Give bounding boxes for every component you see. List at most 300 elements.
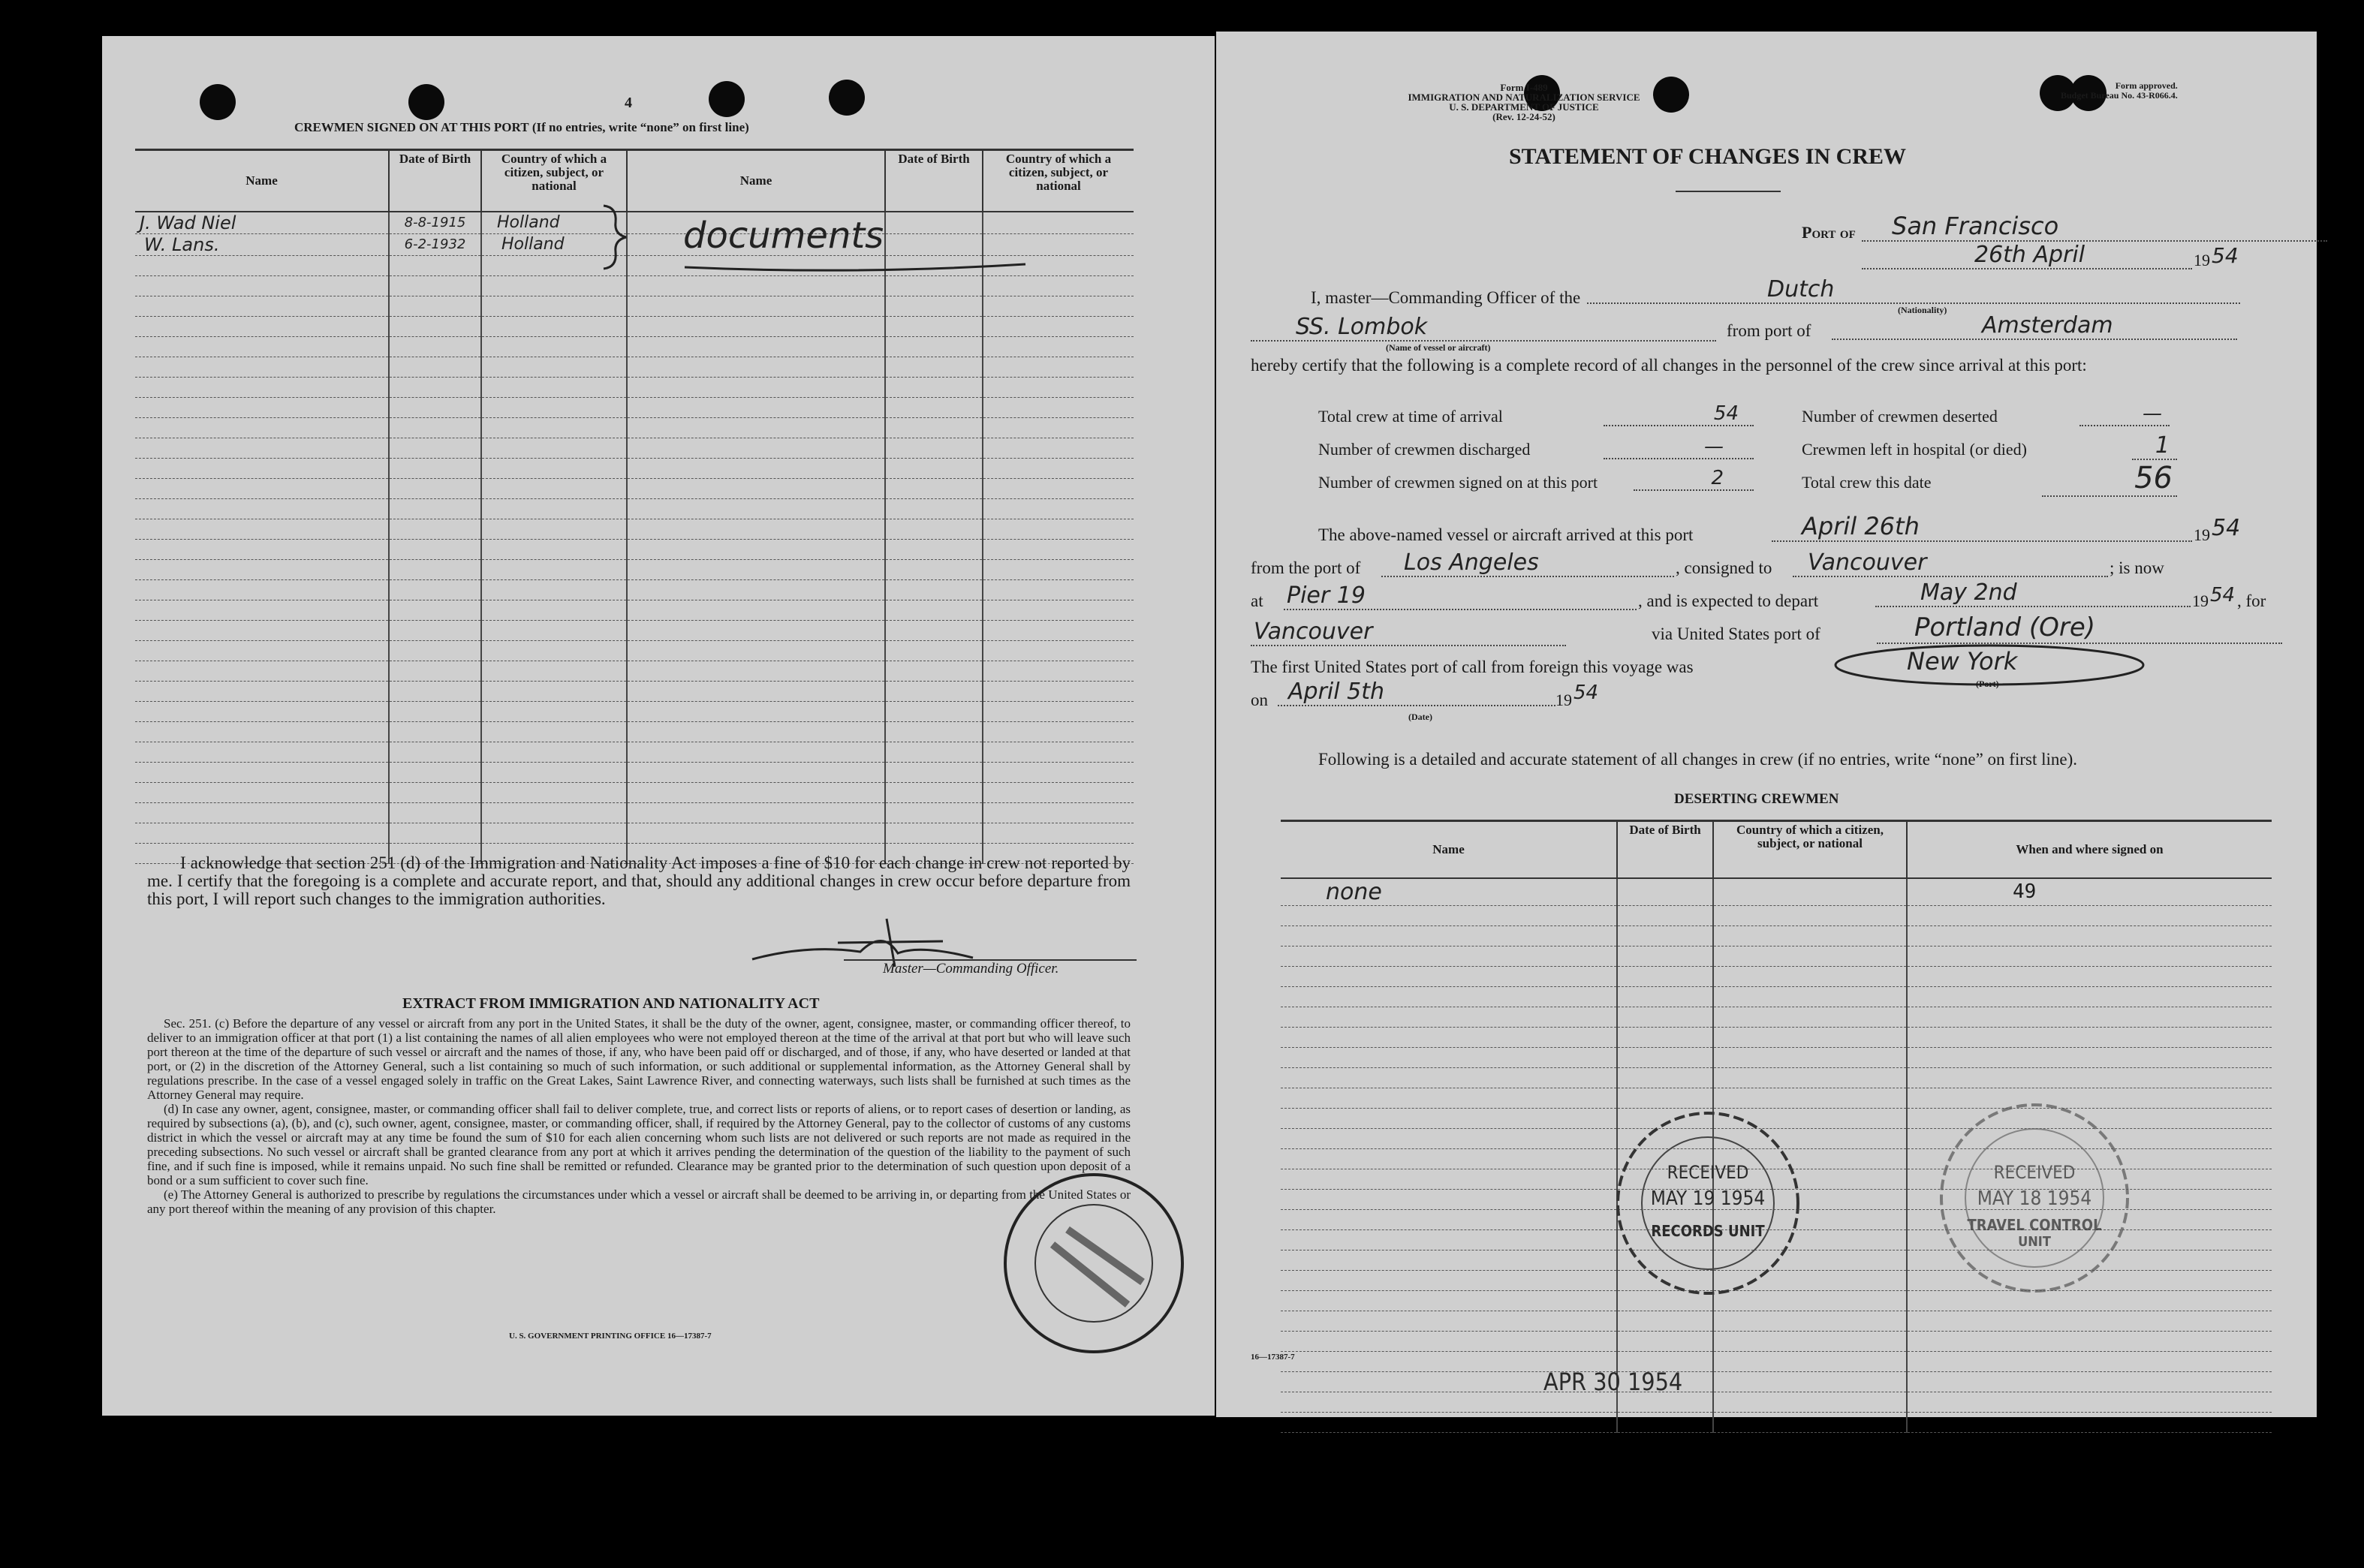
table-cell bbox=[481, 559, 627, 579]
table-cell bbox=[1617, 1067, 1713, 1088]
table-cell bbox=[983, 377, 1134, 397]
section-heading bbox=[294, 120, 749, 135]
table-cell bbox=[1617, 905, 1713, 925]
table-cell bbox=[885, 823, 983, 843]
table-cell bbox=[481, 823, 627, 843]
table-cell bbox=[135, 519, 389, 539]
table-cell bbox=[983, 721, 1134, 742]
table-cell bbox=[481, 458, 627, 478]
table-cell bbox=[885, 559, 983, 579]
col-signed-on: When and where signed on bbox=[1907, 821, 2272, 878]
table-cell bbox=[627, 782, 885, 802]
table-cell bbox=[481, 802, 627, 823]
table-cell bbox=[389, 762, 481, 782]
table-cell bbox=[627, 539, 885, 559]
table-cell bbox=[1281, 966, 1617, 986]
table-cell bbox=[885, 296, 983, 316]
table-cell bbox=[885, 336, 983, 357]
nationality-value: Dutch bbox=[1587, 276, 2240, 304]
table-cell bbox=[983, 823, 1134, 843]
table-cell bbox=[481, 397, 627, 417]
table-row bbox=[135, 438, 1134, 458]
form-header bbox=[1404, 83, 1644, 122]
table-cell bbox=[1617, 925, 1713, 946]
table-cell bbox=[1281, 1027, 1617, 1047]
table-row bbox=[135, 802, 1134, 823]
table-cell bbox=[389, 579, 481, 600]
table-cell bbox=[983, 579, 1134, 600]
table-cell bbox=[481, 701, 627, 721]
on-label: on bbox=[1251, 691, 1268, 709]
table-cell bbox=[1617, 1311, 1713, 1331]
table-cell bbox=[1617, 986, 1713, 1007]
stat-value: 1 bbox=[2132, 432, 2177, 460]
table-cell bbox=[1281, 1250, 1617, 1270]
table-cell bbox=[1907, 946, 2272, 966]
table-cell bbox=[1713, 1067, 1907, 1088]
table-cell bbox=[481, 296, 627, 316]
col-name-2: Name bbox=[627, 150, 885, 212]
table-row bbox=[1281, 1331, 2272, 1351]
table-cell bbox=[983, 296, 1134, 316]
crew-country: Holland bbox=[481, 212, 627, 234]
punch-hole bbox=[1653, 77, 1689, 113]
table-cell bbox=[627, 640, 885, 661]
vessel-caption: (Name of vessel or aircraft) bbox=[1386, 342, 1491, 353]
punch-hole bbox=[709, 81, 745, 117]
stat-label: Crewmen left in hospital (or died) bbox=[1802, 440, 2027, 459]
table-cell bbox=[481, 762, 627, 782]
table-cell bbox=[1713, 946, 1907, 966]
table-cell bbox=[1713, 1027, 1907, 1047]
for-value: Vancouver bbox=[1251, 618, 1566, 646]
signature-caption: Master—Commanding Officer. bbox=[883, 961, 1059, 977]
table-cell bbox=[885, 519, 983, 539]
punch-hole bbox=[829, 80, 865, 116]
section-note: (If no entries, write “none” on first line) bbox=[532, 120, 749, 134]
table-cell bbox=[627, 762, 885, 782]
table-cell bbox=[1907, 1351, 2272, 1371]
table-cell bbox=[983, 438, 1134, 458]
table-cell bbox=[885, 438, 983, 458]
table-cell bbox=[481, 620, 627, 640]
stat-hospital bbox=[1802, 432, 2275, 459]
col-country: Country of which a citizen, subject, or national bbox=[481, 150, 627, 212]
table-cell bbox=[1907, 1311, 2272, 1331]
at-value: Pier 19 bbox=[1284, 582, 1637, 610]
table-cell bbox=[1907, 905, 2272, 925]
table-row bbox=[135, 661, 1134, 681]
table-row bbox=[135, 397, 1134, 417]
table-cell bbox=[389, 721, 481, 742]
stat-label: Number of crewmen discharged bbox=[1318, 440, 1531, 459]
table-cell bbox=[885, 357, 983, 377]
table-cell bbox=[885, 579, 983, 600]
table-cell bbox=[135, 357, 389, 377]
table-cell bbox=[1713, 1371, 1907, 1392]
table-cell bbox=[481, 742, 627, 762]
desert-name: none bbox=[1281, 878, 1617, 906]
form-number: Form I-489 bbox=[1500, 82, 1548, 93]
table-cell bbox=[1713, 986, 1907, 1007]
table-cell bbox=[627, 721, 885, 742]
handwritten-note: documents bbox=[683, 215, 884, 257]
table-cell bbox=[389, 478, 481, 498]
handwritten-brace bbox=[601, 203, 631, 272]
table-cell bbox=[1281, 905, 1617, 925]
table-cell bbox=[627, 519, 885, 539]
table-row bbox=[135, 458, 1134, 478]
table-cell bbox=[983, 620, 1134, 640]
stamp-line: UNIT bbox=[2018, 1234, 2051, 1250]
table-cell bbox=[885, 600, 983, 620]
table-row bbox=[135, 742, 1134, 762]
table-cell bbox=[627, 478, 885, 498]
from-the-port-value: Los Angeles bbox=[1381, 549, 1674, 577]
table-cell bbox=[389, 336, 481, 357]
table-cell bbox=[481, 357, 627, 377]
via-label: via United States port of bbox=[1652, 624, 1820, 643]
table-cell bbox=[1617, 1047, 1713, 1067]
table-cell bbox=[627, 296, 885, 316]
left-page bbox=[102, 36, 1215, 1416]
extract-title: EXTRACT FROM IMMIGRATION AND NATIONALITY ACT bbox=[402, 995, 820, 1012]
extract-paragraph: (e) The Attorney General is authorized to prescribe by regulations the circumstances under which a vessel or aircraft shall be deemed to be arriving in, or departing from the United States or any port thereof within the meaning of any provision of this chapter. bbox=[147, 1187, 1131, 1216]
received-stamp-records bbox=[1614, 1109, 1802, 1297]
year-prefix: 19 bbox=[2192, 591, 2209, 610]
table-cell bbox=[885, 681, 983, 701]
table-cell bbox=[135, 782, 389, 802]
table-cell bbox=[135, 275, 389, 296]
table-row bbox=[135, 316, 1134, 336]
table-cell bbox=[1713, 905, 1907, 925]
table-cell bbox=[135, 681, 389, 701]
table-cell bbox=[1617, 1331, 1713, 1351]
consigned-label: , consigned to bbox=[1676, 558, 1772, 577]
table-cell bbox=[983, 782, 1134, 802]
received-stamp-travel-control bbox=[1937, 1100, 2132, 1296]
stamp-line: RECEIVED bbox=[1993, 1162, 2076, 1183]
table-cell bbox=[389, 275, 481, 296]
stat-label: Number of crewmen deserted bbox=[1802, 407, 1998, 426]
table-row bbox=[1281, 1027, 2272, 1047]
table-cell bbox=[481, 539, 627, 559]
extract-text bbox=[147, 1016, 1131, 1216]
table-cell bbox=[135, 377, 389, 397]
table-cell bbox=[481, 681, 627, 701]
stat-total-date bbox=[1802, 461, 2275, 495]
crewmen-signed-on-table bbox=[135, 149, 1134, 864]
table-cell bbox=[885, 275, 983, 296]
table-cell bbox=[1281, 1067, 1617, 1088]
crew-name: J. Wad Niel bbox=[135, 212, 389, 234]
stamp-line: TRAVEL CONTROL bbox=[1967, 1216, 2102, 1234]
depart-year: 54 bbox=[2210, 584, 2236, 606]
table-row bbox=[135, 539, 1134, 559]
table-cell bbox=[389, 255, 481, 275]
table-cell bbox=[389, 438, 481, 458]
table-row bbox=[1281, 1007, 2272, 1027]
table-cell bbox=[1281, 1331, 1617, 1351]
stamp-line: RECORDS UNIT bbox=[1651, 1222, 1765, 1240]
table-cell bbox=[627, 620, 885, 640]
table-cell bbox=[983, 478, 1134, 498]
agency-name: IMMIGRATION AND NATURALIZATION SERVICE bbox=[1408, 92, 1640, 103]
table-cell bbox=[885, 458, 983, 478]
table-cell bbox=[1713, 925, 1907, 946]
table-row bbox=[135, 701, 1134, 721]
table-cell bbox=[983, 458, 1134, 478]
table-cell bbox=[1281, 1148, 1617, 1169]
table-cell bbox=[1281, 1270, 1617, 1290]
table-cell bbox=[389, 458, 481, 478]
table-cell bbox=[481, 478, 627, 498]
table-cell bbox=[135, 802, 389, 823]
table-cell bbox=[1907, 986, 2272, 1007]
table-row bbox=[1281, 986, 2272, 1007]
col-dob: Date of Birth bbox=[389, 150, 481, 212]
table-cell bbox=[135, 640, 389, 661]
table-cell bbox=[135, 478, 389, 498]
consigned-value: Vancouver bbox=[1793, 549, 2108, 577]
stat-discharged bbox=[1318, 435, 1799, 459]
table-cell bbox=[389, 519, 481, 539]
table-row bbox=[135, 823, 1134, 843]
table-cell bbox=[389, 559, 481, 579]
table-cell bbox=[389, 296, 481, 316]
crew-country: Holland bbox=[481, 233, 627, 255]
col-dob: Date of Birth bbox=[1617, 821, 1713, 878]
crew-name: W. Lans. bbox=[135, 233, 389, 255]
table-cell bbox=[1713, 1331, 1907, 1351]
table-cell bbox=[983, 559, 1134, 579]
table-cell bbox=[481, 519, 627, 539]
table-cell bbox=[983, 539, 1134, 559]
col-dob-2: Date of Birth bbox=[885, 150, 983, 212]
page-number: 4 bbox=[625, 95, 632, 111]
department-name: U. S. DEPARTMENT OF JUSTICE bbox=[1449, 101, 1599, 113]
table-cell bbox=[135, 296, 389, 316]
table-cell bbox=[481, 316, 627, 336]
stat-value: — bbox=[1604, 435, 1754, 459]
table-cell bbox=[389, 417, 481, 438]
table-cell bbox=[627, 802, 885, 823]
table-cell bbox=[627, 377, 885, 397]
table-cell bbox=[481, 640, 627, 661]
table-cell bbox=[1713, 1088, 1907, 1108]
table-cell bbox=[627, 336, 885, 357]
table-cell bbox=[983, 762, 1134, 782]
table-row bbox=[1281, 1047, 2272, 1067]
table-cell bbox=[389, 701, 481, 721]
table-row bbox=[135, 233, 1134, 255]
table-cell bbox=[885, 661, 983, 681]
table-row bbox=[135, 640, 1134, 661]
table-cell bbox=[627, 397, 885, 417]
table-cell bbox=[1281, 1169, 1617, 1189]
stat-deserted bbox=[1802, 402, 2275, 426]
table-cell bbox=[1281, 1311, 1617, 1331]
table-cell bbox=[983, 498, 1134, 519]
table-cell bbox=[1281, 986, 1617, 1007]
punch-hole bbox=[408, 84, 444, 120]
table-cell bbox=[389, 661, 481, 681]
extract-paragraph: Sec. 251. (c) Before the departure of any vessel or aircraft from any port in the United States, it shall be the duty of the owner, agent, consignee, master, or commanding officer thereof, to deliver to an immigration officer at that port (1) a list containing the names of all alien employees who were not employed thereon at the time of the arrival at that port but who will leave such port thereon at the time of the departure of such vessel or aircraft and the names of those, if any, who have been paid off or discharged, and of those, if any, who have deserted or landed at that port, or (2) in the discretion of the Attorney General, such a list containing so much of such information, or such additional or supplemental information, as the Attorney General shall by regulations prescribe. In the case of a vessel engaged solely in traffic on the Great Lakes, Saint Lawrence River, and connecting waterways, such lists shall be furnished at such times as the Attorney General may require. bbox=[147, 1016, 1131, 1102]
arrived-year: 54 bbox=[2212, 515, 2241, 541]
table-row bbox=[1281, 878, 2272, 906]
table-cell bbox=[627, 357, 885, 377]
table-cell bbox=[1281, 1209, 1617, 1229]
table-cell bbox=[135, 579, 389, 600]
table-cell bbox=[1281, 1108, 1617, 1128]
table-cell bbox=[481, 336, 627, 357]
printing-office: U. S. GOVERNMENT PRINTING OFFICE 16—17387-7 bbox=[509, 1332, 712, 1341]
table-cell bbox=[627, 742, 885, 762]
table-cell bbox=[389, 357, 481, 377]
at-label: at bbox=[1251, 591, 1263, 610]
table-cell bbox=[885, 802, 983, 823]
nationality-caption: (Nationality) bbox=[1898, 305, 1947, 315]
crew-dob: 6-2-1932 bbox=[389, 233, 481, 255]
section-title: CREWMEN SIGNED ON AT THIS PORT bbox=[294, 120, 529, 134]
report-year: 54 bbox=[2212, 243, 2239, 268]
table-cell bbox=[481, 579, 627, 600]
table-row bbox=[1281, 1392, 2272, 1412]
report-date: 26th April bbox=[1862, 242, 2192, 269]
table-cell bbox=[1281, 1007, 1617, 1027]
stat-total-arrival bbox=[1318, 402, 1799, 426]
table-cell bbox=[627, 600, 885, 620]
table-cell bbox=[983, 742, 1134, 762]
col-name: Name bbox=[1281, 821, 1617, 878]
table-cell bbox=[389, 742, 481, 762]
table-cell bbox=[1907, 1007, 2272, 1027]
arrived-value: April 26th bbox=[1772, 512, 2192, 542]
form-title: STATEMENT OF CHANGES IN CREW bbox=[1509, 144, 1906, 169]
table-row bbox=[1281, 925, 2272, 946]
table-cell bbox=[135, 438, 389, 458]
on-value: April 5th bbox=[1278, 679, 1555, 706]
table-body bbox=[135, 212, 1134, 864]
table-cell bbox=[1281, 1047, 1617, 1067]
table-cell bbox=[983, 519, 1134, 539]
table-cell bbox=[885, 478, 983, 498]
table-cell bbox=[885, 742, 983, 762]
table-cell bbox=[885, 721, 983, 742]
table-cell bbox=[135, 417, 389, 438]
master-text: I, master—Commanding Officer of the bbox=[1311, 288, 1581, 307]
table-cell bbox=[1713, 1392, 1907, 1412]
table-row bbox=[135, 417, 1134, 438]
year-prefix: 19 bbox=[2194, 251, 2210, 269]
col-country: Country of which a citizen, subject, or national bbox=[1713, 821, 1907, 878]
table-cell bbox=[983, 316, 1134, 336]
table-cell bbox=[1617, 966, 1713, 986]
via-value: Portland (Ore) bbox=[1877, 612, 2282, 644]
table-cell bbox=[1281, 1229, 1617, 1250]
table-cell bbox=[885, 620, 983, 640]
table-cell bbox=[983, 640, 1134, 661]
depart-value: May 2nd bbox=[1875, 579, 2191, 607]
approval-note bbox=[2061, 81, 2178, 101]
circular-stamp bbox=[1000, 1162, 1188, 1372]
table-cell bbox=[1713, 1351, 1907, 1371]
port-value: San Francisco bbox=[1862, 212, 2327, 242]
table-cell bbox=[135, 742, 389, 762]
from-the-port-label: from the port of bbox=[1251, 558, 1361, 577]
revision-date: (Rev. 12-24-52) bbox=[1492, 111, 1555, 122]
table-cell bbox=[389, 600, 481, 620]
approval-line: Budget Bureau No. 43-R066.4. bbox=[2061, 90, 2178, 101]
table-cell bbox=[135, 397, 389, 417]
col-name: Name bbox=[135, 150, 389, 212]
table-cell bbox=[135, 661, 389, 681]
table-cell bbox=[1617, 1027, 1713, 1047]
table-row bbox=[135, 762, 1134, 782]
table-row bbox=[135, 275, 1134, 296]
table-cell bbox=[885, 397, 983, 417]
table-cell bbox=[1907, 1392, 2272, 1412]
table-cell bbox=[627, 458, 885, 478]
table-cell bbox=[627, 559, 885, 579]
table-row bbox=[135, 681, 1134, 701]
first-port-label: The first United States port of call from foreign this voyage was bbox=[1251, 658, 1694, 676]
table-cell bbox=[1281, 1128, 1617, 1148]
table-cell bbox=[627, 438, 885, 458]
table-cell bbox=[983, 681, 1134, 701]
table-cell bbox=[983, 336, 1134, 357]
table-cell bbox=[135, 336, 389, 357]
table-cell bbox=[1617, 1412, 1713, 1432]
table-cell bbox=[627, 681, 885, 701]
is-now-label: ; is now bbox=[2110, 558, 2164, 577]
table-cell bbox=[1713, 1412, 1907, 1432]
table-cell bbox=[885, 782, 983, 802]
stat-value: — bbox=[2079, 402, 2170, 426]
table-cell bbox=[1281, 1088, 1617, 1108]
table-cell bbox=[389, 316, 481, 336]
table-row bbox=[135, 212, 1134, 234]
table-cell bbox=[885, 498, 983, 519]
table-cell bbox=[1907, 1027, 2272, 1047]
from-port-label: from port of bbox=[1727, 321, 1811, 340]
col-country-2: Country of which a citizen, subject, or national bbox=[983, 150, 1134, 212]
table-cell bbox=[885, 762, 983, 782]
table-cell bbox=[627, 701, 885, 721]
table-cell bbox=[627, 579, 885, 600]
table-cell bbox=[1617, 946, 1713, 966]
table-cell bbox=[627, 417, 885, 438]
table-cell bbox=[389, 802, 481, 823]
stat-label: Total crew at time of arrival bbox=[1318, 407, 1503, 426]
table-cell bbox=[135, 539, 389, 559]
table-cell bbox=[1281, 946, 1617, 966]
table-row bbox=[1281, 1067, 2272, 1088]
table-row bbox=[135, 336, 1134, 357]
table-cell bbox=[885, 377, 983, 397]
table-cell bbox=[481, 275, 627, 296]
crew-dob: 8-8-1915 bbox=[389, 212, 481, 234]
table-row bbox=[1281, 1351, 2272, 1371]
first-port-value: New York bbox=[1907, 647, 2018, 676]
depart-label: , and is expected to depart bbox=[1638, 591, 1819, 610]
table-cell bbox=[389, 377, 481, 397]
table-cell bbox=[135, 600, 389, 620]
table-cell bbox=[983, 397, 1134, 417]
table-cell bbox=[885, 701, 983, 721]
table-cell bbox=[1281, 1412, 1617, 1432]
table-cell bbox=[1281, 1189, 1617, 1209]
